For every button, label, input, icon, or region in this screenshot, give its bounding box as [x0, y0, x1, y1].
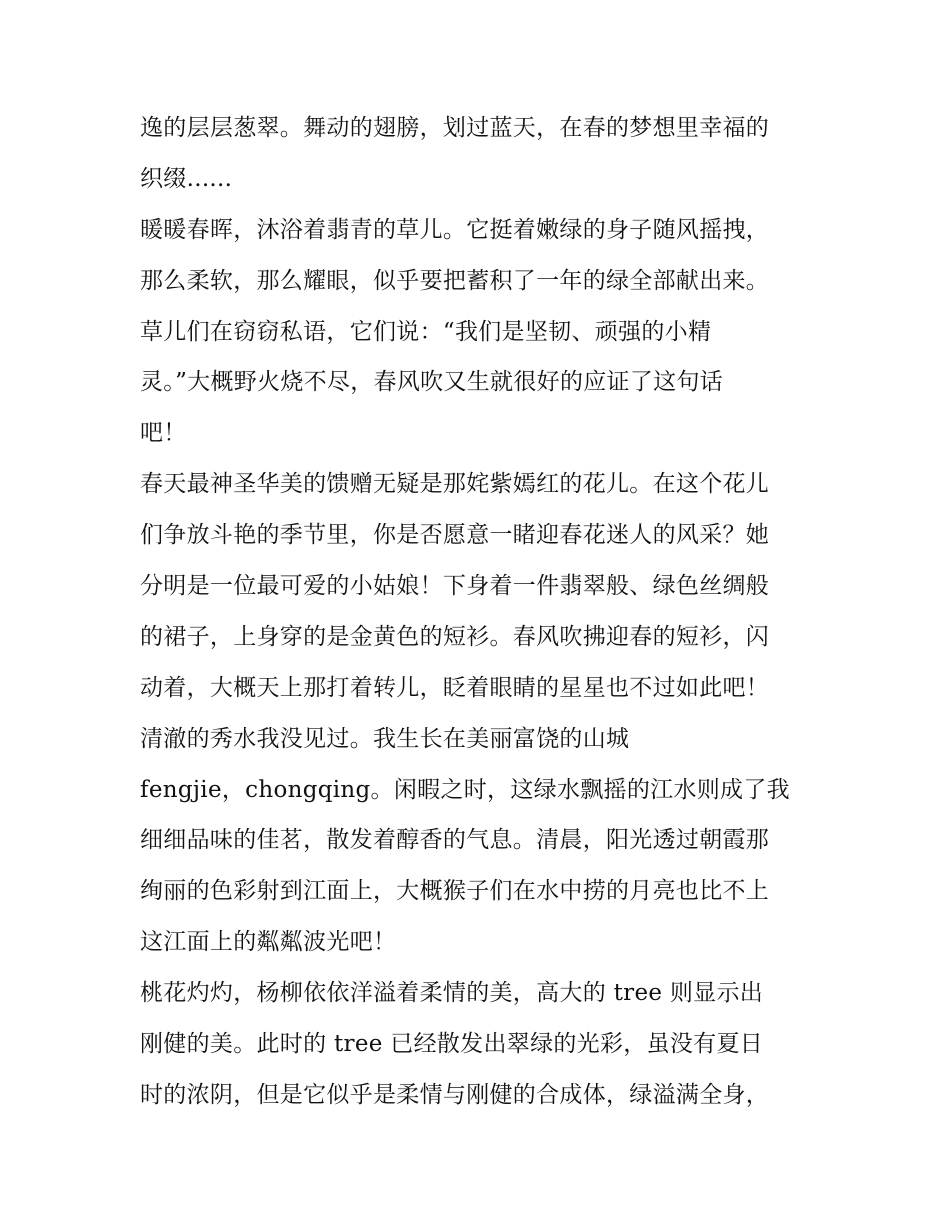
text-line: fengjie，chongqing。闲暇之时，这绿水飘摇的江水则成了我: [140, 776, 790, 803]
text-line: 这江面上的粼粼波光吧！: [140, 929, 397, 956]
text-line: 清澈的秀水我没见过。我生长在美丽富饶的山城: [140, 725, 630, 752]
text-line: 草儿们在窃窃私语，它们说：“我们是坚韧、顽强的小精: [140, 318, 712, 345]
text-line: 刚健的美。此时的 tree 已经散发出翠绿的光彩，虽没有夏日: [140, 1031, 764, 1058]
text-line: 时的浓阴，但是它似乎是柔情与刚健的合成体，绿溢满全身，: [140, 1081, 770, 1108]
text-line: 绚丽的色彩射到江面上，大概猴子们在水中捞的月亮也比不上: [140, 878, 770, 905]
text-line: 织缀......: [140, 165, 233, 192]
essay-body: [140, 103, 820, 1121]
text-line: 暖暖春晖，沐浴着翡青的草儿。它挺着嫩绿的身子随风摇拽，: [140, 216, 770, 243]
text-line: 春天最神圣华美的馈赠无疑是那姹紫嫣红的花儿。在这个花儿: [140, 471, 770, 498]
text-line: 逸的层层葱翠。舞动的翅膀，划过蓝天，在春的梦想里幸福的: [140, 115, 770, 141]
text-line: 吧！: [140, 420, 187, 447]
text-line: 灵。”大概野火烧不尽，春风吹又生就很好的应证了这句话: [140, 369, 724, 396]
text-line: 们争放斗艳的季节里，你是否愿意一睹迎春花迷人的风采？她: [140, 522, 770, 549]
text-line: 细细品味的佳茗，散发着醇香的气息。清晨，阳光透过朝霞那: [140, 827, 770, 854]
text-line: 桃花灼灼，杨柳依依洋溢着柔情的美，高大的 tree 则显示出: [140, 980, 764, 1007]
text-line: 的裙子，上身穿的是金黄色的短衫。春风吹拂迎春的短衫，闪: [140, 623, 770, 650]
text-line: 动着，大概天上那打着转儿，眨着眼睛的星星也不过如此吧！: [140, 674, 770, 701]
text-line: 那么柔软，那么耀眼，似乎要把蓄积了一年的绿全部献出来。: [140, 267, 770, 294]
text-line: 分明是一位最可爱的小姑娘！下身着一件翡翠般、绿色丝绸般: [140, 573, 770, 600]
